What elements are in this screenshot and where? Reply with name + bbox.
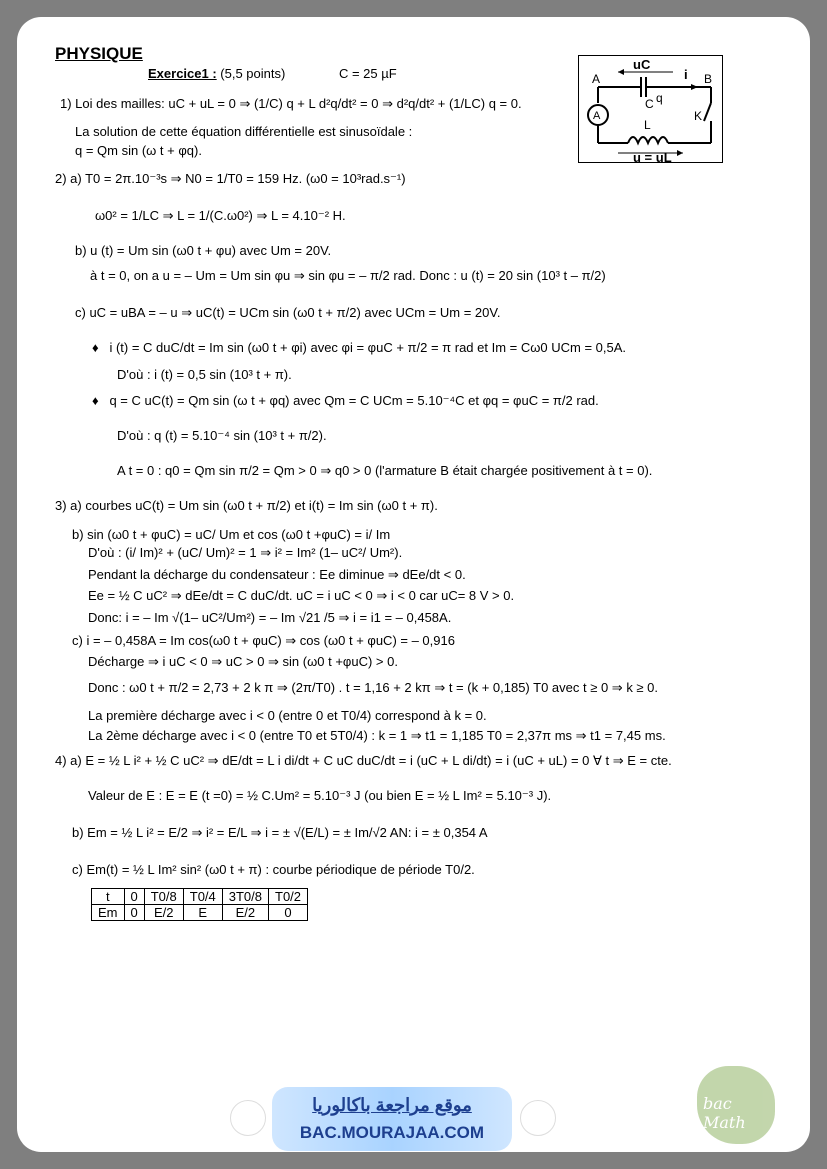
- line-11-text: q = C uC(t) = Qm sin (ω t + φq) avec Qm = C UCm = 5.10⁻⁴C et φq = φuC = π/2 rad.: [109, 393, 599, 408]
- table-cell: T0/4: [183, 889, 222, 905]
- bac-math-logo-text: bac Math: [703, 1094, 746, 1132]
- line-19: Donc: i = – Im √(1– uC²/Um²) = – Im √21 /5 ⇒ i = i1 = – 0,458A.: [88, 610, 452, 625]
- label-u: u = uL: [633, 150, 672, 163]
- table-cell: T0/8: [144, 889, 183, 905]
- table-cell: 0: [124, 905, 144, 921]
- line-5: ω0² = 1/LC ⇒ L = 1/(C.ω0²) ⇒ L = 4.10⁻² H.: [95, 208, 346, 223]
- line-6: b) u (t) = Um sin (ω0 t + φu) avec Um = 20V.: [75, 243, 332, 258]
- line-20: c) i = – 0,458A = Im cos(ω0 t + φuC) ⇒ cos (ω0 t + φuC) = – 0,916: [72, 633, 455, 648]
- label-b: B: [704, 72, 713, 86]
- line-8: c) uC = uBA = – u ⇒ uC(t) = UCm sin (ω0 t + π/2) avec UCm = Um = 20V.: [75, 305, 501, 320]
- table-row: [92, 889, 308, 905]
- table-row: [92, 905, 308, 921]
- table-cell: E/2: [222, 905, 268, 921]
- label-c: C: [645, 97, 654, 111]
- table-cell: E/2: [144, 905, 183, 921]
- line-25: 4) a) E = ½ L i² + ½ C uC² ⇒ dE/dt = L i di/dt + C uC duC/dt = i (uC + L di/dt) = i (uC + uL) = 0 ∀ t ⇒ E = cte.: [55, 753, 672, 768]
- table-cell: 3T0/8: [222, 889, 268, 905]
- site-logo-icon-left: [230, 1100, 266, 1136]
- line-13: A t = 0 : q0 = Qm sin π/2 = Qm > 0 ⇒ q0 > 0 (l'armature B était chargée positivement à t = 0).: [117, 463, 653, 478]
- line-18: Ee = ½ C uC² ⇒ dEe/dt = C duC/dt. uC = i uC < 0 ⇒ i < 0 car uC= 8 V > 0.: [88, 588, 515, 603]
- label-uc: uC: [633, 57, 651, 72]
- label-q: q: [656, 91, 663, 105]
- table-cell: 0: [269, 905, 308, 921]
- exercise-heading: [148, 66, 397, 81]
- exercise-label: Exercice1 :: [148, 66, 217, 81]
- line-27: b) Em = ½ L i² = E/2 ⇒ i² = E/L ⇒ i = ± √(E/L) = ± Im/√2 AN: i = ± 0,354 A: [72, 825, 488, 840]
- page-title: PHYSIQUE: [55, 44, 143, 63]
- line-24: La 2ème décharge avec i < 0 (entre T0 et 5T0/4) : k = 1 ⇒ t1 = 1,185 T0 = 2,37π ms ⇒ t1 = 7,45 ms.: [88, 728, 666, 743]
- label-k: K: [694, 109, 703, 123]
- line-2: La solution de cette équation différentielle est sinusoïdale :: [75, 124, 413, 139]
- line-22: Donc : ω0 t + π/2 = 2,73 + 2 k π ⇒ (2π/T0) . t = 1,16 + 2 kπ ⇒ t = (k + 0,185) T0 avec t ≥ 0 ⇒ k ≥ 0.: [88, 680, 659, 695]
- energy-table: [91, 888, 308, 921]
- line-21: Décharge ⇒ i uC < 0 ⇒ uC > 0 ⇒ sin (ω0 t +φuC) > 0.: [88, 654, 398, 669]
- table-cell: T0/2: [269, 889, 308, 905]
- table-cell: Em: [92, 905, 125, 921]
- line-23: La première décharge avec i < 0 (entre 0 et T0/4) correspond à k = 0.: [88, 708, 487, 723]
- line-17: Pendant la décharge du condensateur : Ee diminue ⇒ dEe/dt < 0.: [88, 567, 466, 582]
- site-url[interactable]: BAC.MOURAJAA.COM: [299, 1123, 485, 1142]
- ammeter-label: A: [593, 110, 601, 122]
- line-15: b) sin (ω0 t + φuC) = uC/ Um et cos (ω0 t +φuC) = i/ Im: [72, 527, 391, 542]
- site-name-arabic: موقع مراجعة باكالوريا: [312, 1095, 472, 1115]
- line-7: à t = 0, on a u = – Um = Um sin φu ⇒ sin φu = – π/2 rad. Donc : u (t) = 20 sin (10³ t – π/2): [90, 268, 606, 283]
- line-26: Valeur de E : E = E (t =0) = ½ C.Um² = 5.10⁻³ J (ou bien E = ½ L Im² = 5.10⁻³ J).: [88, 788, 552, 803]
- line-1: 1) Loi des mailles: uC + uL = 0 ⇒ (1/C) q + L d²q/dt² = 0 ⇒ d²q/dt² + (1/LC) q = 0.: [60, 96, 522, 111]
- line-16: D'où : (i/ Im)² + (uC/ Um)² = 1 ⇒ i² = Im² (1– uC²/ Um²).: [88, 545, 403, 560]
- line-3: q = Qm sin (ω t + φq).: [75, 143, 202, 158]
- line-11: ♦ q = C uC(t) = Qm sin (ω t + φq) avec Qm = C UCm = 5.10⁻⁴C et φq = φuC = π/2 rad.: [92, 393, 599, 408]
- exercise-points: (5,5 points): [220, 66, 286, 81]
- line-4: 2) a) T0 = 2π.10⁻³s ⇒ N0 = 1/T0 = 159 Hz. (ω0 = 10³rad.s⁻¹): [55, 171, 406, 186]
- label-l: L: [644, 118, 651, 132]
- label-i: i: [684, 67, 688, 82]
- site-logo-icon-right: [520, 1100, 556, 1136]
- lc-circuit-diagram: [578, 55, 723, 163]
- table-cell: E: [183, 905, 222, 921]
- document-page: [17, 17, 810, 1152]
- label-a: A: [592, 72, 601, 86]
- line-10: D'où : i (t) = 0,5 sin (10³ t + π).: [117, 367, 292, 382]
- site-banner[interactable]: [272, 1087, 512, 1151]
- line-9-text: i (t) = C duC/dt = Im sin (ω0 t + φi) avec φi = φuC + π/2 = π rad et Im = Cω0 UCm = 0,5A.: [109, 340, 627, 355]
- line-28: c) Em(t) = ½ L Im² sin² (ω0 t + π) : courbe périodique de période T0/2.: [72, 862, 475, 877]
- table-cell: t: [92, 889, 125, 905]
- bac-math-logo: [697, 1066, 775, 1144]
- line-9: ♦ i (t) = C duC/dt = Im sin (ω0 t + φi) avec φi = φuC + π/2 = π rad et Im = Cω0 UCm = 0,5A.: [92, 340, 627, 355]
- line-12: D'où : q (t) = 5.10⁻⁴ sin (10³ t + π/2).: [117, 428, 327, 443]
- capacitance-value: C = 25 µF: [338, 66, 397, 81]
- line-14: 3) a) courbes uC(t) = Um sin (ω0 t + π/2) et i(t) = Im sin (ω0 t + π).: [55, 498, 438, 513]
- table-cell: 0: [124, 889, 144, 905]
